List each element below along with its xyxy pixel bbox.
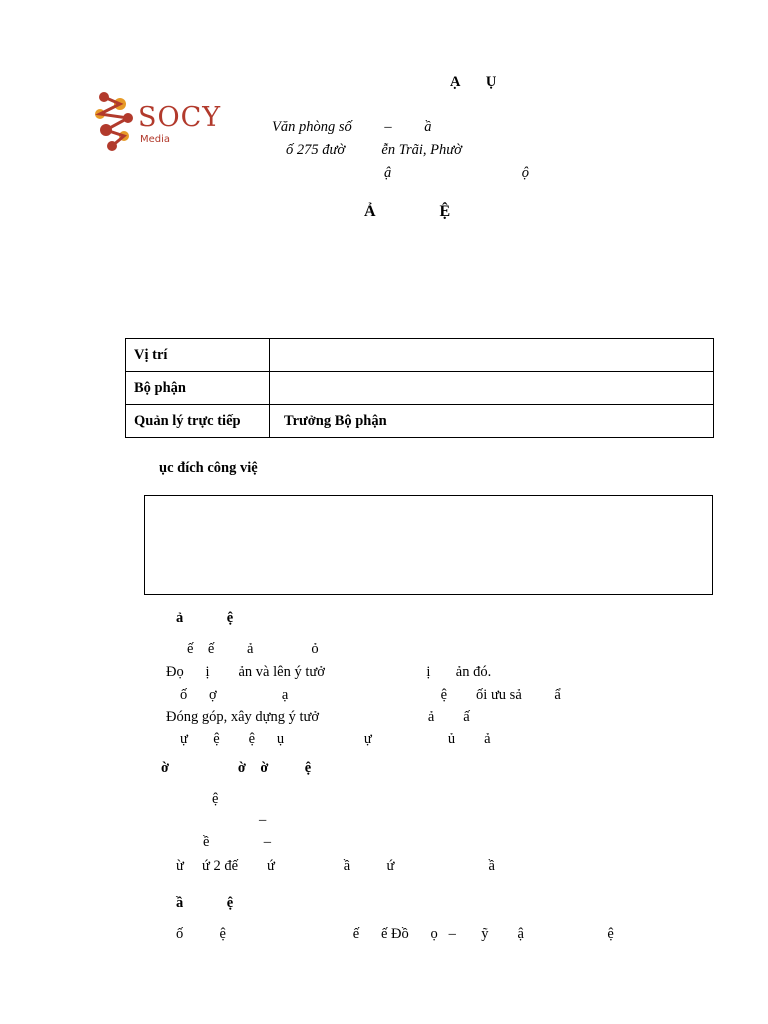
duties-heading: ả ệ: [176, 610, 234, 626]
duty-item: ế ế ả ỏ: [187, 641, 319, 657]
row-value-position: [270, 339, 714, 372]
document-title: Ả Ệ: [364, 203, 451, 220]
worktime-line: ệ: [212, 791, 219, 807]
duty-item: ố ợ ạ ệ ối ưu sả ẩ: [180, 687, 561, 703]
row-label-position: Vị trí: [126, 339, 270, 372]
worktime-line: ừ ứ 2 đế ứ ầ ứ ầ: [176, 858, 495, 874]
address-line-1: Văn phòng số – ầ: [272, 119, 432, 135]
job-info-table: [125, 338, 714, 438]
worktime-line: –: [259, 812, 267, 828]
table-row: [126, 372, 714, 405]
logo-mark-icon: [94, 90, 138, 152]
row-value-manager: Trưởng Bộ phận: [270, 405, 714, 438]
row-label-manager: Quản lý trực tiếp: [126, 405, 270, 438]
worktime-line: ề –: [203, 834, 272, 850]
company-logo: [94, 90, 234, 152]
purpose-box: [144, 495, 713, 595]
document-heading: Ạ Ụ: [450, 74, 497, 90]
duty-item: Đóng góp, xây dựng ý tưở ả ấ: [166, 709, 470, 725]
duty-item: Đọ ị ản và lên ý tưở ị ản đó.: [166, 664, 492, 680]
table-row: [126, 405, 714, 438]
row-label-department: Bộ phận: [126, 372, 270, 405]
row-value-department: [270, 372, 714, 405]
worktime-heading: ờ ờ ờ ệ: [161, 760, 312, 776]
address-line-3: ậ ộ: [384, 165, 529, 181]
benefits-heading: ầ ệ: [176, 895, 234, 911]
address-line-2: ố 275 đườ ễn Trãi, Phườ: [286, 142, 462, 158]
logo-subtitle: Media: [140, 134, 171, 145]
table-row: [126, 339, 714, 372]
purpose-heading: ục đích công việ: [159, 460, 258, 476]
logo-wordmark: SOCY: [138, 102, 222, 133]
duty-item: ự ệ ệ ụ ự ủ ả: [180, 731, 491, 747]
benefits-line: ố ệ ế ế Đồ ọ – ỹ ậ ệ: [176, 926, 614, 942]
